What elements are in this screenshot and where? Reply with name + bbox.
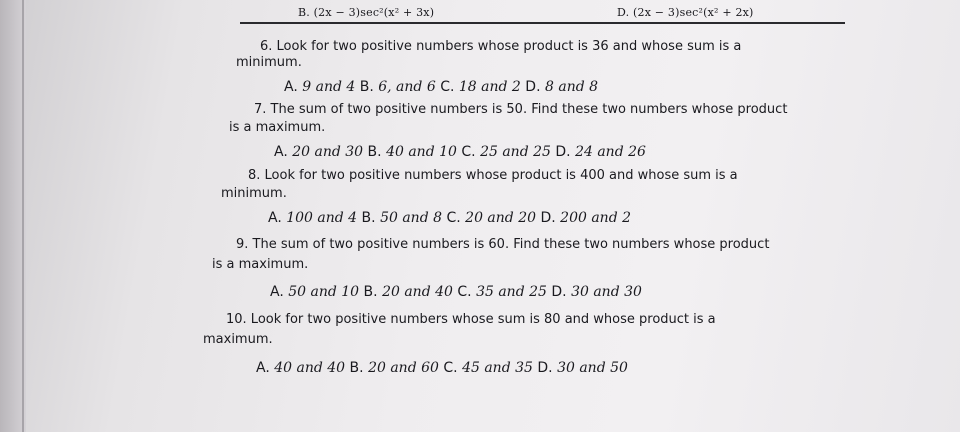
choice-label: B. [363,284,378,300]
choice-label: A. [256,360,270,376]
question-6-choices [284,78,598,96]
choice-label: A. [270,284,284,300]
choice-value: 20 and 30 [292,144,364,160]
choice-value: 24 and 26 [575,144,646,160]
choice-value: 200 and 2 [560,210,632,226]
choice-value: 9 and 4 [302,79,356,95]
choice-label: A. [274,144,288,160]
choice-value: 50 and 8 [380,210,443,226]
choice-label: B. [361,210,376,226]
question-7-line1: 7. The sum of two positive numbers is 50. Find these two numbers whose product [254,102,788,117]
choice-value: 35 and 25 [476,284,547,300]
choice-label: C. [446,210,461,226]
question-6-line2: minimum. [236,55,302,70]
choice-label: B. [359,79,374,95]
choice-value: 40 and 40 [274,360,346,376]
choice-value: 45 and 35 [462,360,533,376]
choice-value: 20 and 40 [382,284,453,300]
choice-label: C. [443,360,458,376]
choice-value: 50 and 10 [288,284,360,300]
question-7-line2: is a maximum. [229,120,326,135]
question-7-choices [274,143,646,161]
choice-value: 8 and 8 [544,79,599,95]
question-10-choices [256,359,628,377]
question-9-line1: 9. The sum of two positive numbers is 60. Find these two numbers whose product [236,237,770,252]
choice-value: 100 and 4 [286,210,358,226]
choice-value: 20 and 60 [368,360,439,376]
question-8-line1: 8. Look for two positive numbers whose product is 400 and whose sum is a [248,168,738,183]
choice-label: D. [537,360,553,376]
choice-label: D. [525,79,541,95]
question-8-line2: minimum. [221,186,287,201]
prev-option-b: B. (2x − 3)sec²(x² + 3x) [298,6,435,19]
prev-option-d: D. (2x − 3)sec²(x² + 2x) [617,6,754,19]
question-9-choices [270,283,642,301]
choice-value: 40 and 10 [386,144,457,160]
choice-label: D. [555,144,571,160]
choice-label: A. [268,210,282,226]
choice-label: C. [440,79,455,95]
question-9-line2: is a maximum. [212,257,309,272]
choice-value: 6, and 6 [378,79,436,95]
choice-value: 18 and 2 [458,79,521,95]
choice-label: C. [457,284,472,300]
choice-label: D. [551,284,567,300]
choice-label: B. [367,144,382,160]
choice-label: C. [461,144,476,160]
choice-label: A. [284,79,298,95]
page-left-edge [0,0,26,432]
choice-value: 30 and 50 [557,360,628,376]
choice-label: D. [540,210,556,226]
question-8-choices [268,209,631,227]
choice-label: B. [349,360,364,376]
question-10-line1: 10. Look for two positive numbers whose sum is 80 and whose product is a [226,312,716,327]
question-6-line1: 6. Look for two positive numbers whose product is 36 and whose sum is a [260,39,742,54]
divider-rule [240,22,845,24]
choice-value: 25 and 25 [480,144,551,160]
choice-value: 20 and 20 [465,210,537,226]
question-10-line2: maximum. [203,332,273,347]
choice-value: 30 and 30 [571,284,642,300]
